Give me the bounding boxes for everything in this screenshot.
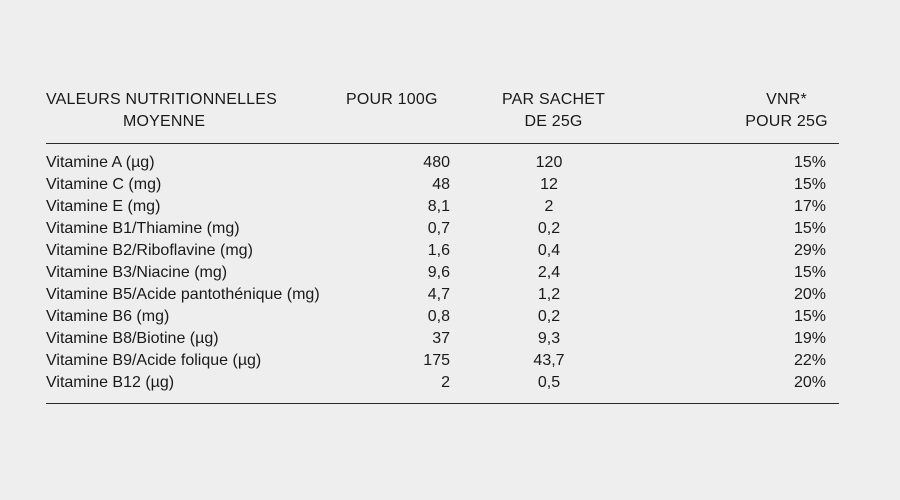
value-per-sachet: 2,4 — [537, 264, 561, 281]
nutrient-name: Vitamine B6 (mg) — [46, 308, 170, 325]
table-row — [46, 328, 839, 350]
value-vnr: 15% — [793, 220, 826, 237]
header-per-100g: POUR 100G — [346, 91, 438, 108]
value-per-100g: 48 — [432, 176, 450, 193]
value-per-100g: 2 — [441, 374, 450, 391]
footer-divider — [46, 403, 839, 404]
nutrient-name: Vitamine B1/Thiamine (mg) — [46, 220, 240, 237]
table-row — [46, 284, 839, 306]
table-row — [46, 218, 839, 240]
value-per-100g: 0,8 — [427, 308, 450, 325]
header-nutrient-line1: VALEURS NUTRITIONNELLES — [46, 91, 278, 108]
value-vnr: 22% — [793, 352, 826, 369]
header-vnr-line1: VNR* — [766, 91, 807, 108]
value-per-100g: 8,1 — [427, 198, 450, 215]
nutrient-name: Vitamine B9/Acide folique (µg) — [46, 352, 262, 369]
table-row — [46, 306, 839, 328]
nutrient-name: Vitamine B12 (µg) — [46, 374, 175, 391]
value-per-100g: 1,6 — [427, 242, 450, 259]
value-per-sachet: 12 — [540, 176, 558, 193]
nutrient-name: Vitamine A (µg) — [46, 154, 155, 171]
value-vnr: 20% — [793, 374, 826, 391]
table-body — [46, 144, 839, 403]
nutrient-name: Vitamine E (mg) — [46, 198, 161, 215]
value-per-sachet: 0,5 — [537, 374, 561, 391]
nutrition-table — [46, 86, 839, 404]
value-per-sachet: 120 — [535, 154, 563, 171]
value-per-100g: 480 — [423, 154, 450, 171]
header-vnr — [734, 89, 839, 133]
header-vnr-line2: POUR 25G — [745, 113, 828, 130]
nutrient-name: Vitamine B3/Niacine (mg) — [46, 264, 228, 281]
value-per-sachet: 0,2 — [537, 308, 561, 325]
value-vnr: 15% — [793, 264, 826, 281]
value-vnr: 20% — [793, 286, 826, 303]
table-row — [46, 372, 839, 394]
header-per-sachet-line1: PAR SACHET — [502, 91, 606, 108]
nutrient-name: Vitamine B8/Biotine (µg) — [46, 330, 219, 347]
value-per-100g: 9,6 — [427, 264, 450, 281]
value-vnr: 15% — [793, 154, 826, 171]
header-per-sachet-line2: DE 25G — [524, 113, 583, 130]
value-per-sachet: 43,7 — [533, 352, 565, 369]
table-row — [46, 240, 839, 262]
value-vnr: 15% — [793, 176, 826, 193]
value-per-100g: 37 — [432, 330, 450, 347]
table-row — [46, 262, 839, 284]
value-per-100g: 4,7 — [427, 286, 450, 303]
value-vnr: 19% — [793, 330, 826, 347]
value-per-sachet: 0,4 — [537, 242, 561, 259]
value-per-sachet: 2 — [544, 198, 554, 215]
header-nutrient — [46, 89, 316, 133]
value-per-sachet: 1,2 — [537, 286, 561, 303]
table-row — [46, 350, 839, 372]
value-per-sachet: 0,2 — [537, 220, 561, 237]
table-header — [46, 86, 839, 143]
table-row — [46, 152, 839, 174]
value-per-100g: 175 — [423, 352, 450, 369]
table-row — [46, 196, 839, 218]
value-vnr: 15% — [793, 308, 826, 325]
value-vnr: 29% — [793, 242, 826, 259]
value-per-100g: 0,7 — [427, 220, 450, 237]
nutrient-name: Vitamine B2/Riboflavine (mg) — [46, 242, 253, 259]
header-nutrient-line2: MOYENNE — [123, 113, 206, 130]
nutrient-name: Vitamine B5/Acide pantothénique (mg) — [46, 286, 320, 303]
nutrient-name: Vitamine C (mg) — [46, 176, 162, 193]
value-vnr: 17% — [793, 198, 826, 215]
header-per-sachet — [502, 89, 605, 133]
table-row — [46, 174, 839, 196]
value-per-sachet: 9,3 — [537, 330, 561, 347]
